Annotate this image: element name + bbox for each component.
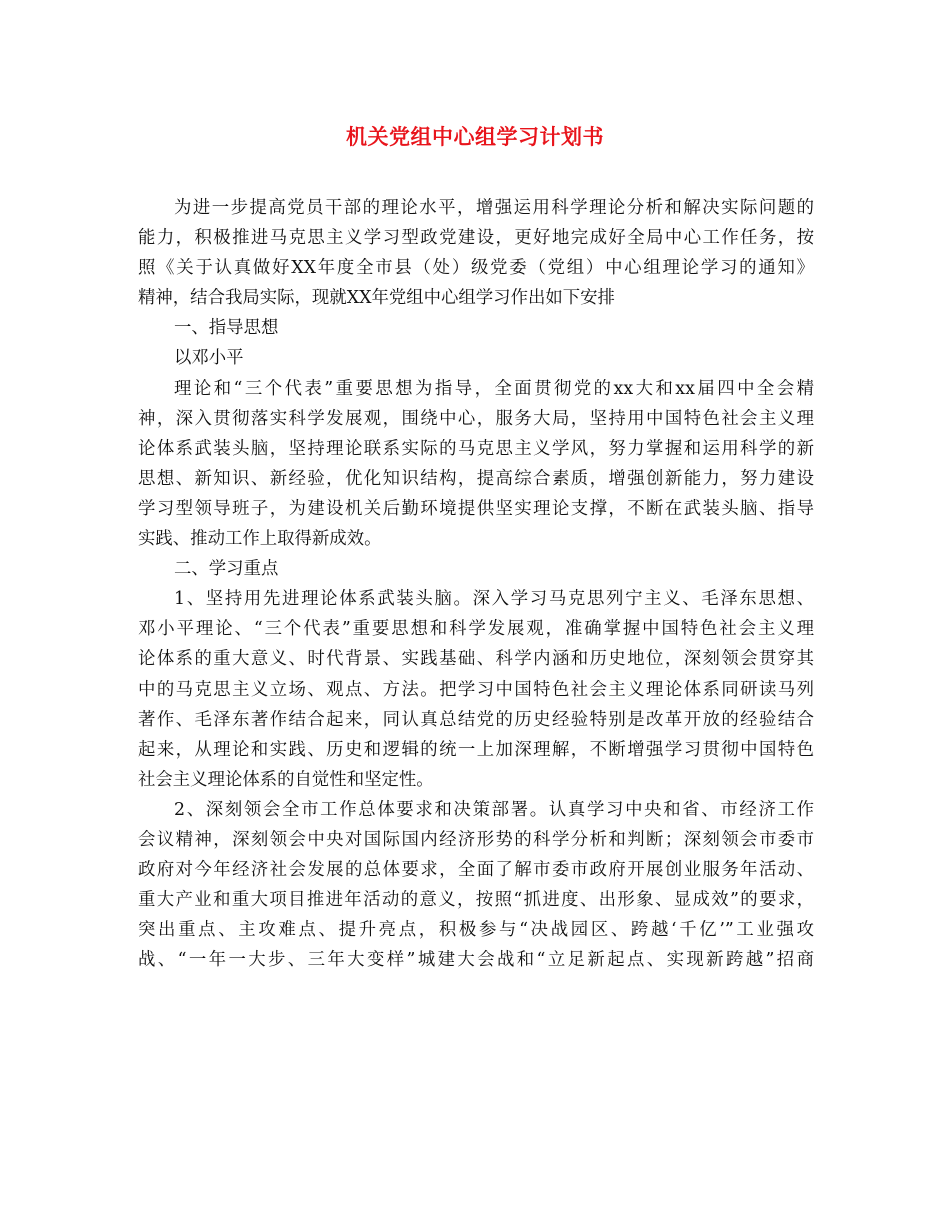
document-line: 照《关于认真做好XX年度全市县（处）级党委（党组）中心组理论学习的通知》 [138, 258, 814, 279]
document-line: 重大产业和重大项目推进年活动的意义，按照“抓进度、出形象、显成效”的要求， [138, 890, 814, 911]
document-body [138, 193, 814, 975]
document-line: 1、坚持用先进理论体系武装头脑。深入学习马克思列宁主义、毛泽东思想、 [174, 589, 814, 610]
document-line: 中的马克思主义立场、观点、方法。把学习中国特色社会主义理论体系同研读马列 [138, 679, 814, 700]
document-line: 起来，从理论和实践、历史和逻辑的统一上加深理解，不断增强学习贯彻中国特色 [138, 739, 814, 760]
document-line: 能力，积极推进马克思主义学习型政党建设，更好地完成好全局中心工作任务，按 [138, 228, 814, 249]
document-line: 实践、推动工作上取得新成效。 [138, 529, 382, 550]
document-line: 理论和“三个代表”重要思想为指导，全面贯彻党的xx大和xx届四中全会精 [174, 378, 814, 399]
document-title: 机关党组中心组学习计划书 [346, 124, 604, 149]
document-line: 论体系的重大意义、时代背景、实践基础、科学内涵和历史地位，深刻领会贯穿其 [138, 649, 814, 670]
document-line: 一、指导思想 [174, 318, 279, 339]
document-line: 政府对今年经济社会发展的总体要求，全面了解市委市政府开展创业服务年活动、 [138, 860, 814, 881]
document-line: 会议精神，深刻领会中央对国际国内经济形势的科学分析和判断；深刻领会市委市 [138, 829, 814, 850]
document-line: 战、“一年一大步、三年大变样”城建大会战和“立足新起点、实现新跨越”招商 [138, 950, 814, 971]
document-line: 著作、毛泽东著作结合起来，同认真总结党的历史经验特别是改革开放的经验结合 [138, 709, 814, 730]
document-line: 思想、新知识、新经验，优化知识结构，提高综合素质，增强创新能力，努力建设 [138, 468, 814, 489]
document-line: 神，深入贯彻落实科学发展观，围绕中心，服务大局，坚持用中国特色社会主义理 [138, 408, 814, 429]
document-line: 2、深刻领会全市工作总体要求和决策部署。认真学习中央和省、市经济工作 [174, 799, 814, 820]
document-line: 二、学习重点 [174, 559, 279, 580]
document-line: 精神，结合我局实际，现就XX年党组中心组学习作出如下安排 [138, 288, 615, 309]
document-line: 突出重点、主攻难点、提升亮点，积极参与“决战园区、跨越‘千亿’”工业强攻 [138, 920, 814, 941]
document-line: 邓小平理论、“三个代表”重要思想和科学发展观，准确掌握中国特色社会主义理 [138, 619, 814, 640]
document-line: 论体系武装头脑，坚持理论联系实际的马克思主义学风，努力掌握和运用科学的新 [138, 438, 814, 459]
document-line: 为进一步提高党员干部的理论水平，增强运用科学理论分析和解决实际问题的 [174, 198, 814, 218]
document-line: 以邓小平 [174, 348, 244, 369]
document-line: 社会主义理论体系的自觉性和坚定性。 [138, 769, 434, 790]
document-line: 学习型领导班子，为建设机关后勤环境提供坚实理论支撑，不断在武装头脑、指导 [138, 498, 814, 519]
